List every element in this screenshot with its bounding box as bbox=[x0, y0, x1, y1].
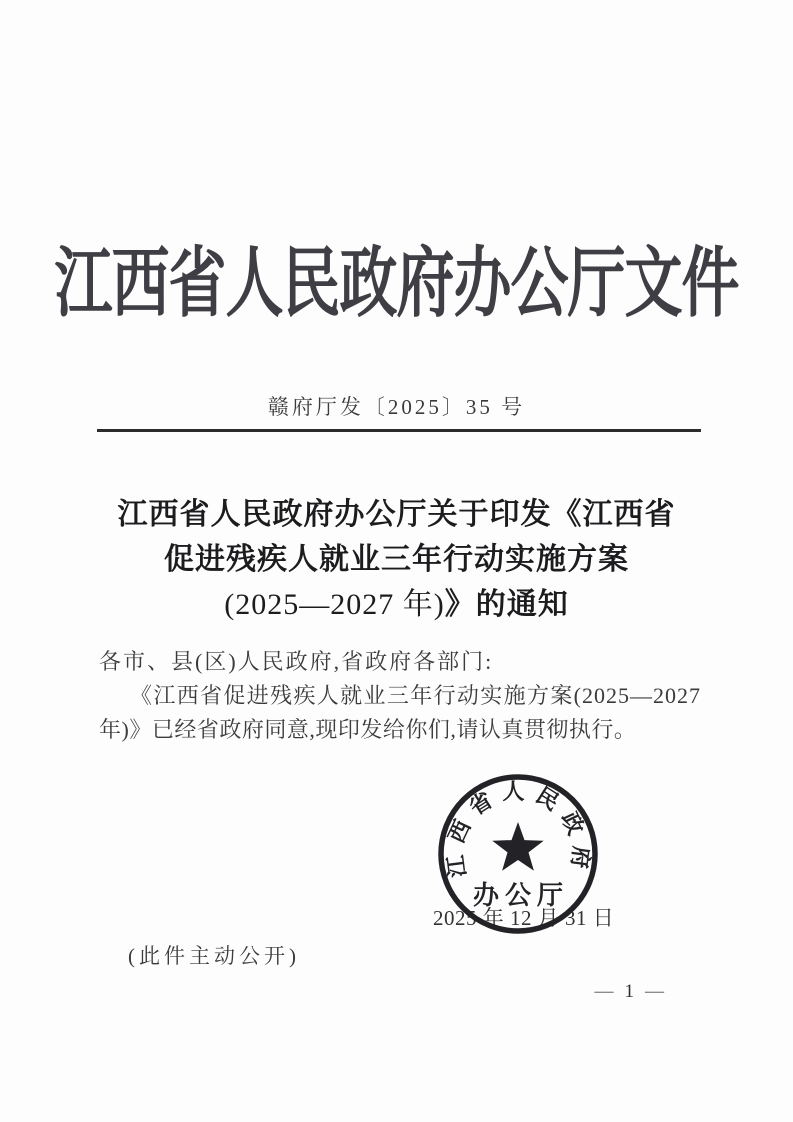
page-number-footer bbox=[584, 981, 676, 1003]
public-release-note: (此件主动公开) bbox=[128, 944, 300, 968]
page-number-value: 1 bbox=[624, 981, 634, 1002]
document-body bbox=[99, 645, 701, 747]
seal-bottom-text: 办公厅 bbox=[472, 881, 570, 910]
notice-title-line3-years: (2025—2027 年) bbox=[224, 588, 445, 621]
notice-title-line3-suffix: 》的通知 bbox=[444, 588, 569, 621]
notice-title-line3 bbox=[0, 582, 793, 627]
document-number: 赣府厅发〔2025〕35 号 bbox=[267, 395, 526, 419]
notice-title bbox=[0, 492, 793, 627]
notice-title-line1: 江西省人民政府办公厅关于印发《江西省 bbox=[117, 498, 676, 531]
seal-arc-text: 江西省人民政府 bbox=[441, 779, 595, 879]
body-paragraph-line1: 《江西省促进残疾人就业三年行动实施方案(2025—2027 bbox=[130, 683, 701, 708]
star-icon bbox=[492, 822, 543, 871]
page-number-left-dash: — bbox=[594, 981, 614, 1002]
notice-title-line2: 促进残疾人就业三年行动实施方案 bbox=[164, 543, 629, 576]
masthead bbox=[0, 240, 793, 327]
body-paragraph-line2: 年)》已经省政府同意,现印发给你们,请认真贯彻执行。 bbox=[99, 717, 637, 742]
page-number-right-dash: — bbox=[645, 981, 664, 1002]
official-seal bbox=[428, 764, 608, 944]
masthead-title: 江西省人民政府办公厅文件 bbox=[54, 240, 739, 327]
salutation-line: 各市、县(区)人民政府,省政府各部门: bbox=[99, 649, 494, 674]
separator-rule bbox=[97, 429, 701, 432]
issue-date: 2025 年 12 月 31 日 bbox=[433, 906, 615, 930]
